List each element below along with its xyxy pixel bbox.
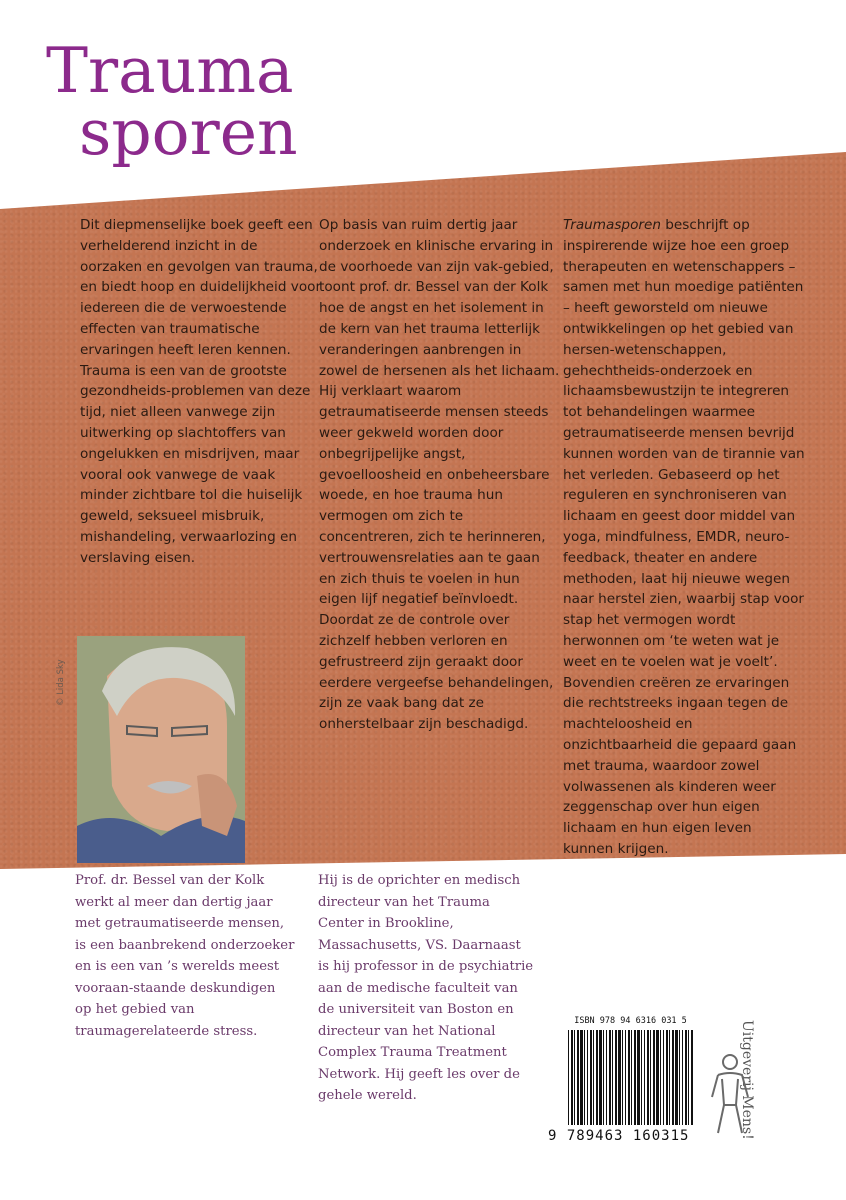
title-line-2: sporen [79, 96, 298, 169]
blurb-book-name: Traumasporen [563, 217, 661, 233]
title-line-1: Trauma [46, 34, 294, 107]
blurb-column-2: Op basis van ruim dertig jaar onderzoek en klinische ervaring in de voorhoede van zijn vak-gebied, toont prof. dr. Bessel van der Kolk hoe de angst en het isolement in de kern van het trauma letterlijk veranderingen aanbrengen in zowel de hersenen als het lichaam. Hij verklaart waarom getraumatiseerde mensen steeds weer gekweld worden door onbegrijpelijke angst, gevoelloosheid en onbeheersbare woede, en hoe trauma hun vermogen om zich te concentreren, zich te herinneren, vertrouwensrelaties aan te gaan en zich thuis te voelen in hun eigen lijf negatief beïnvloedt. Doordat ze de controle over zichzelf hebben verloren en gefrustreerd zijn geraakt door eerdere vergeefse behandelingen, zijn ze vaak bang dat ze onherstelbaar zijn beschadigd. [319, 217, 560, 733]
blurb-column-3-text: beschrijft op inspirerende wijze hoe een groep therapeuten en wetenschappers – samen met hun moedige patiënten – heeft geworsteld om nieuwe ontwikkelingen op het gebied van hersen-wetenschappen, gehechtheids-onderzoek en lichaamsbewustzijn te integreren tot behandelingen waarmee getraumatiseerde mensen bevrijd kunnen worden van de tirannie van het verleden. Gebaseerd op het reguleren en synchroniseren van lichaam en geest door middel van yoga, mindfulness, EMDR, neuro-feedback, theater en andere methoden, laat hij nieuwe wegen naar herstel zien, waarbij stap voor stap het vermogen wordt herwonnen om ‘te weten wat je weet en te voelen wat je voelt’. Bovendien creëren ze ervaringen die rechtstreeks ingaan tegen de machteloosheid en onzichtbaarheid die gepaard gaan met trauma, waardoor zowel volwassenen als kinderen weer zeggenschap over hun eigen lichaam en hun eigen leven kunnen krijgen. [563, 217, 805, 857]
author-portrait [77, 636, 245, 863]
book-title [46, 34, 298, 169]
blurb-column-1: Dit diepmenselijke boek geeft een verhelderend inzicht in de oorzaken en gevolgen van trauma, en biedt hoop en duidelijkheid voor iedereen die de verwoestende effecten van traumatische ervaringen heeft leren kennen. Trauma is een van de grootste gezondheids-problemen van deze tijd, niet alleen vanwege zijn uitwerking op slachtoffers van ongelukken en misdrijven, maar vooral ook vanwege de vaak minder zichtbare tol die huiselijk geweld, seksueel misbruik, mishandeling, verwaarlozing en verslaving eisen. [80, 217, 322, 566]
photo-credit: © Lida Sky [56, 659, 66, 706]
author-photo [77, 636, 245, 863]
author-bio-column-1: Prof. dr. Bessel van der Kolk werkt al meer dan dertig jaar met getraumatiseerde mensen, is een baanbrekend onderzoeker en is een van ’s werelds meest vooraan-staande deskundigen op het gebied van traumagerelateerde stress. [75, 873, 295, 1039]
author-bio-column-2: Hij is de oprichter en medisch directeur van het Trauma Center in Brookline, Massachusetts, VS. Daarnaast is hij professor in de psychiatrie aan de medische faculteit van de universiteit van Boston en directeur van het National Complex Trauma Treatment Network. Hij geeft les over de gehele wereld. [318, 873, 534, 1103]
barcode-bars [568, 1030, 693, 1125]
person-figure-icon [708, 1053, 752, 1135]
blurb-column-3 [563, 215, 805, 860]
ean-number: 9 789463 160315 [548, 1128, 690, 1144]
publisher-name: Uitgeverij Mens! [739, 1020, 755, 1140]
isbn-number: ISBN 978 94 6316 031 5 [574, 1016, 687, 1026]
